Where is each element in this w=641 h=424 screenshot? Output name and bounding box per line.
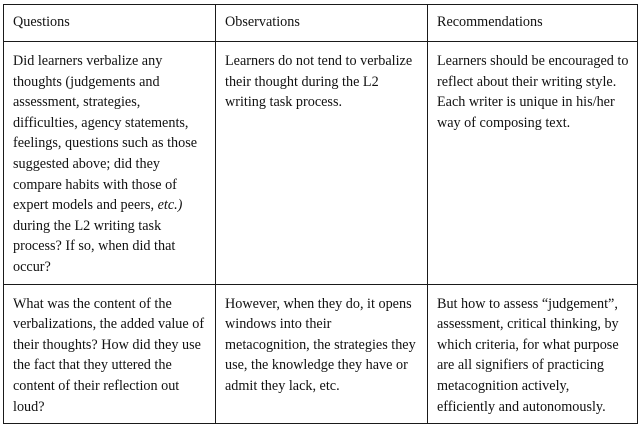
recommendation-cell: Learners should be encouraged to reflect about their writing style. Each writer is unique in his/her way of composing text. [428, 42, 638, 285]
questions-observations-table [3, 4, 638, 424]
question-cell: What was the content of the verbalizations, the added value of their thoughts? How did they use the fact that they uttered the content of their reflection out loud? [4, 284, 216, 424]
observation-cell: Learners do not tend to verbalize their thought during the L2 writing task process. [216, 42, 428, 285]
table-row [4, 42, 638, 285]
table-row [4, 284, 638, 424]
question-cell [4, 42, 216, 285]
question-text: Did learners verbalize any thoughts (judgements and assessment, strategies, difficulties, agency statements, feelings, questions such as those suggested above; did they compare habits with those of expert models and peers, [13, 53, 198, 214]
observation-cell: However, when they do, it opens windows into their metacognition, the strategies they use, the knowledge they have or admit they lack, etc. [216, 284, 428, 424]
header-questions: Questions [4, 5, 216, 42]
recommendation-cell: But how to assess “judgement”, assessment, critical thinking, by which criteria, for what purpose are all signifiers of practicing metacognition actively, efficiently and autonomously. [428, 284, 638, 424]
header-recommendations: Recommendations [428, 5, 638, 42]
question-italic-text: etc.) [157, 197, 183, 214]
header-observations: Observations [216, 5, 428, 42]
question-text-end: during the L2 writing task process? If so, when did that occur? [13, 217, 176, 275]
header-row [4, 5, 638, 42]
